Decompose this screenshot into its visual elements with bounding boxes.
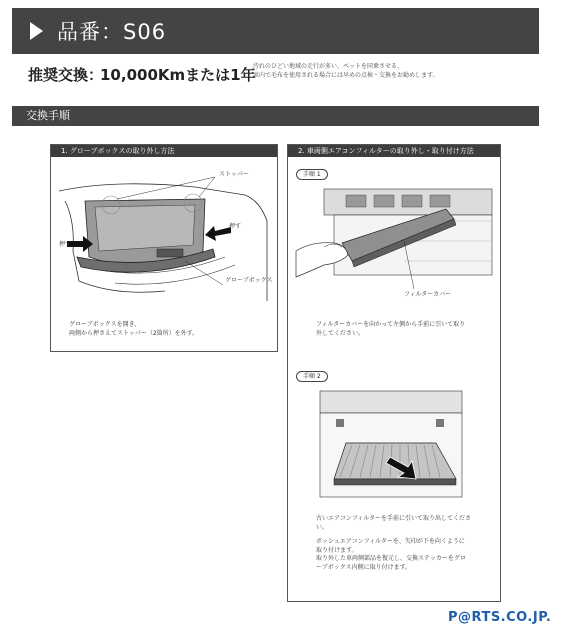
arrow-push-icon (205, 226, 231, 241)
recommendation-note-line1: 汚れのひどい地域の走行が多い、ペットを同乗させる、 (253, 63, 404, 70)
filter-panel (287, 144, 501, 602)
section-title: 交換手順 (12, 106, 539, 126)
recommendation-label: 推奨交換： (28, 66, 104, 84)
glovebox-illustration (55, 161, 273, 311)
glovebox-panel-heading: 1. グローブボックスの取り外し方法 (51, 145, 277, 157)
step1-caption (316, 321, 465, 338)
step2-label: 手順 2 (296, 371, 328, 382)
step1-label: 手順 1 (296, 169, 328, 180)
step2-caption-line5: 取り外した車両側部品を復元し、交換ステッカーをグロ (316, 555, 466, 562)
recommendation-note (253, 62, 533, 80)
recommendation-value: 10,000Kmまたは1年 (100, 66, 256, 84)
callout-stopper: ストッパー (219, 171, 249, 178)
header-bar (12, 8, 539, 54)
callout-glovebox: グローブボックス (225, 277, 273, 284)
step2-caption-line4: 取り付けます。 (316, 546, 358, 554)
glovebox-caption-line1: グローブボックスを開き、 (69, 321, 141, 328)
callout-push-left: 押す (59, 241, 72, 248)
step2-caption-line6: ーブボックス内側に取り付けます。 (316, 563, 412, 571)
glovebox-panel (50, 144, 278, 352)
triangle-right-icon (30, 22, 43, 40)
recommendation-note-line2: 車内で毛布を使用される場合には早めの点検・交換をお勧めします。 (253, 72, 439, 79)
glovebox-caption-line2: 両側から押さえてストッパー（2箇所）を外す。 (69, 329, 199, 337)
step1-caption-line2: 外してください。 (316, 329, 365, 337)
step2-caption-line2: い。 (316, 523, 329, 531)
callout-filter-cover: フィルターカバー (404, 291, 452, 298)
step1-illustration (294, 181, 494, 311)
parts-co-jp-logo: P@RTS.CO.JP. (448, 610, 552, 625)
page-title: 品番：S06 (57, 20, 167, 44)
glovebox-caption (69, 321, 198, 338)
step2-caption-line3: ボッシュエアコンフィルターを、矢印が下を向くように (316, 538, 465, 545)
step2-caption (316, 515, 471, 572)
filter-panel-heading: 2. 車両側エアコンフィルターの取り外し・取り付け方法 (288, 145, 500, 157)
step2-caption-line1: 古いエアコンフィルターを手前に引いて取り出してくださ (316, 515, 471, 522)
step1-caption-line1: フィルターカバーを向かって左側から手前に引いて取り (316, 321, 466, 328)
callout-push-right: 押す (229, 223, 242, 230)
step2-illustration (316, 387, 466, 507)
